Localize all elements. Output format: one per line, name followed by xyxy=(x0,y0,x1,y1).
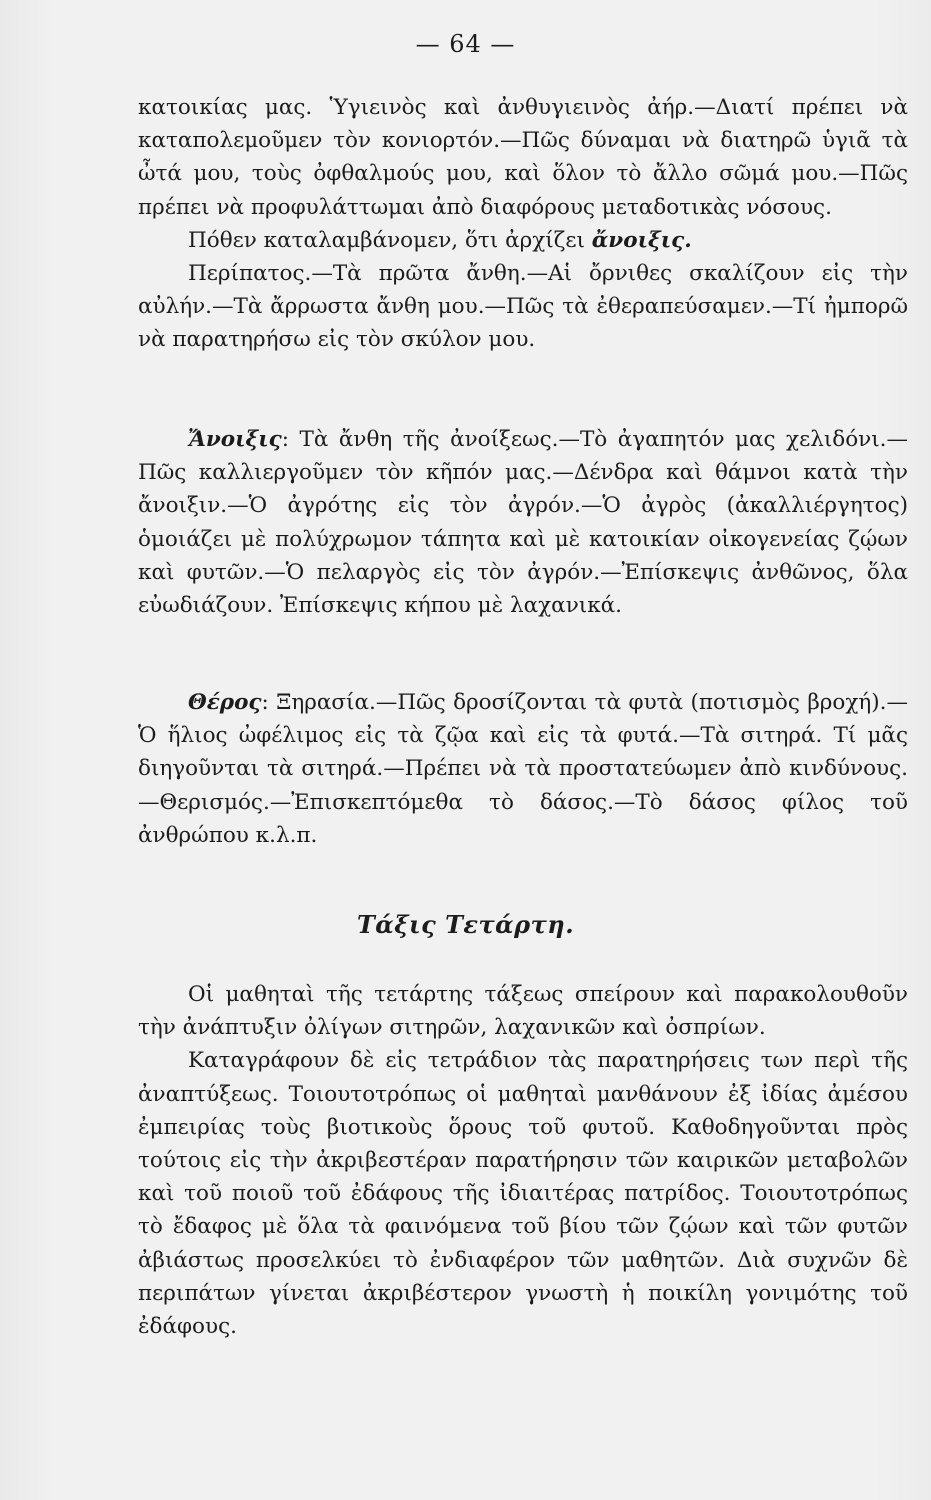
paragraph-observations: Καταγράφουν δὲ εἰς τετράδιον τὰς παρατηρήσεις των περὶ τῆς ἀναπτύξεως. Τοιουτοτρόπως οἱ μαθηταὶ μανθάνουν ἐξ ἰδίας ἀμέσου ἐμπειρίας τοὺς βιοτικοὺς ὅρους τοῦ φυτοῦ. Καθοδηγοῦνται πρὸς τούτοις εἰς τὴν ἀκριβεστέραν παρατήρησιν τῶν καιρικῶν μεταβολῶν καὶ τοῦ ποιοῦ τοῦ ἐδάφους τῆς ἰδιαιτέρας πατρίδος. Τοιουτοτρόπως τὸ ἔδαφος μὲ ὅλα τὰ φαινόμενα τοῦ βίου τῶν ζῴων καὶ τῶν φυτῶν ἀβιάστως προσελκύει τὸ ἐνδιαφέρον τῶν μαθητῶν. Διὰ συχνῶν δὲ περιπάτων γίνεται ἀκριβέστερον γνωστὴ ἡ ποικίλη γονιμότης τοῦ ἐδάφους. xyxy=(138,1048,908,1340)
curriculum-block-health xyxy=(138,91,908,357)
curriculum-block-spring xyxy=(138,423,908,622)
summer-text: : Ξηρασία.—Πῶς δροσίζονται τὰ φυτὰ (ποτισμὸς βροχή).—Ὁ ἥλιος ὠφέλιμος εἰς τὰ ζῷα καὶ εἰς τὰ φυτά.—Τὰ σιτηρά. Τί μᾶς διηγοῦνται τὰ σιτηρά.—Πρέπει νὰ τὰ προστατεύωμεν ἀπὸ κινδύνους.—Θερισμός.—Ἐπισκεπτόμεθα τὸ δάσος.—Τὸ δάσος φίλος τοῦ ἀνθρώπου κ.λ.π. xyxy=(138,690,908,848)
spring-text: : Τὰ ἄνθη τῆς ἀνοίξεως.—Τὸ ἀγαπητόν μας χελιδόνι.—Πῶς καλλιεργοῦμεν τὸν κῆπόν μας.—Δένδρα καὶ θάμνοι κατὰ τὴν ἄνοιξιν.—Ὁ ἀγρότης εἰς τὸν ἀγρόν.—Ὁ ἀγρὸς (ἀκαλλιέργητος) ὁμοιάζει μὲ πολύχρωμον τάπητα καὶ μὲ κατοικίαν οἰκογενείας ζῴων καὶ φυτῶν.—Ὁ πελαργὸς εἰς τὸν ἀγρόν.—Ἐπίσκεψις ἀνθῶνος, ὅλα εὐωδιάζουν. Ἐπίσκεψις κήπου μὲ λαχανικά. xyxy=(138,427,908,619)
spring-label: Ἄνοιξις xyxy=(188,427,282,452)
spring-start-text: Πόθεν καταλαμβάνομεν, ὅτι ἀρχίζει xyxy=(188,227,592,253)
spring-start-keyword: ἄνοιξις. xyxy=(591,227,692,253)
paragraph-spring xyxy=(138,423,908,622)
section-heading-fourth-class: Τάξις Τετάρτη. xyxy=(356,910,575,939)
summer-label: Θέρος xyxy=(188,690,262,715)
paragraph-spring-start xyxy=(138,224,908,257)
curriculum-block-fourth-class xyxy=(138,978,908,1343)
paragraph-summer xyxy=(138,686,908,852)
paragraph-health-topics: κατοικίας μας. Ὑγιεινὸς καὶ ἀνθυγιεινὸς ἀήρ.—Διατί πρέπει νὰ καταπολεμοῦμεν τὸν κονιορτόν.—Πῶς δύναμαι νὰ διατηρῶ ὑγιᾶ τὰ ὦτά μου, τοὺς ὀφθαλμούς μου, καὶ ὅλον τὸ ἄλλο σῶμά μου.—Πῶς πρέπει νὰ προφυλάττωμαι ἀπὸ διαφόρους μεταδοτικὰς νόσους. xyxy=(138,95,908,220)
paragraph-walk-topics: Περίπατος.—Τὰ πρῶτα ἄνθη.—Αἱ ὄρνιθες σκαλίζουν εἰς τὴν αὐλήν.—Τὰ ἄρρωστα ἄνθη μου.—Πῶς τὰ ἐθεραπεύσαμεν.—Τί ἠμπορῶ νὰ παρατηρήσω εἰς τὸν σκύλον μου. xyxy=(138,261,908,353)
curriculum-block-summer xyxy=(138,686,908,852)
paragraph-students-sow: Οἱ μαθηταὶ τῆς τετάρτης τάξεως σπείρουν καὶ παρακολουθοῦν τὴν ἀνάπτυξιν ὀλίγων σιτηρῶν, λαχανικῶν καὶ ὀσπρίων. xyxy=(138,982,908,1041)
page-number: — 64 — xyxy=(415,30,516,58)
